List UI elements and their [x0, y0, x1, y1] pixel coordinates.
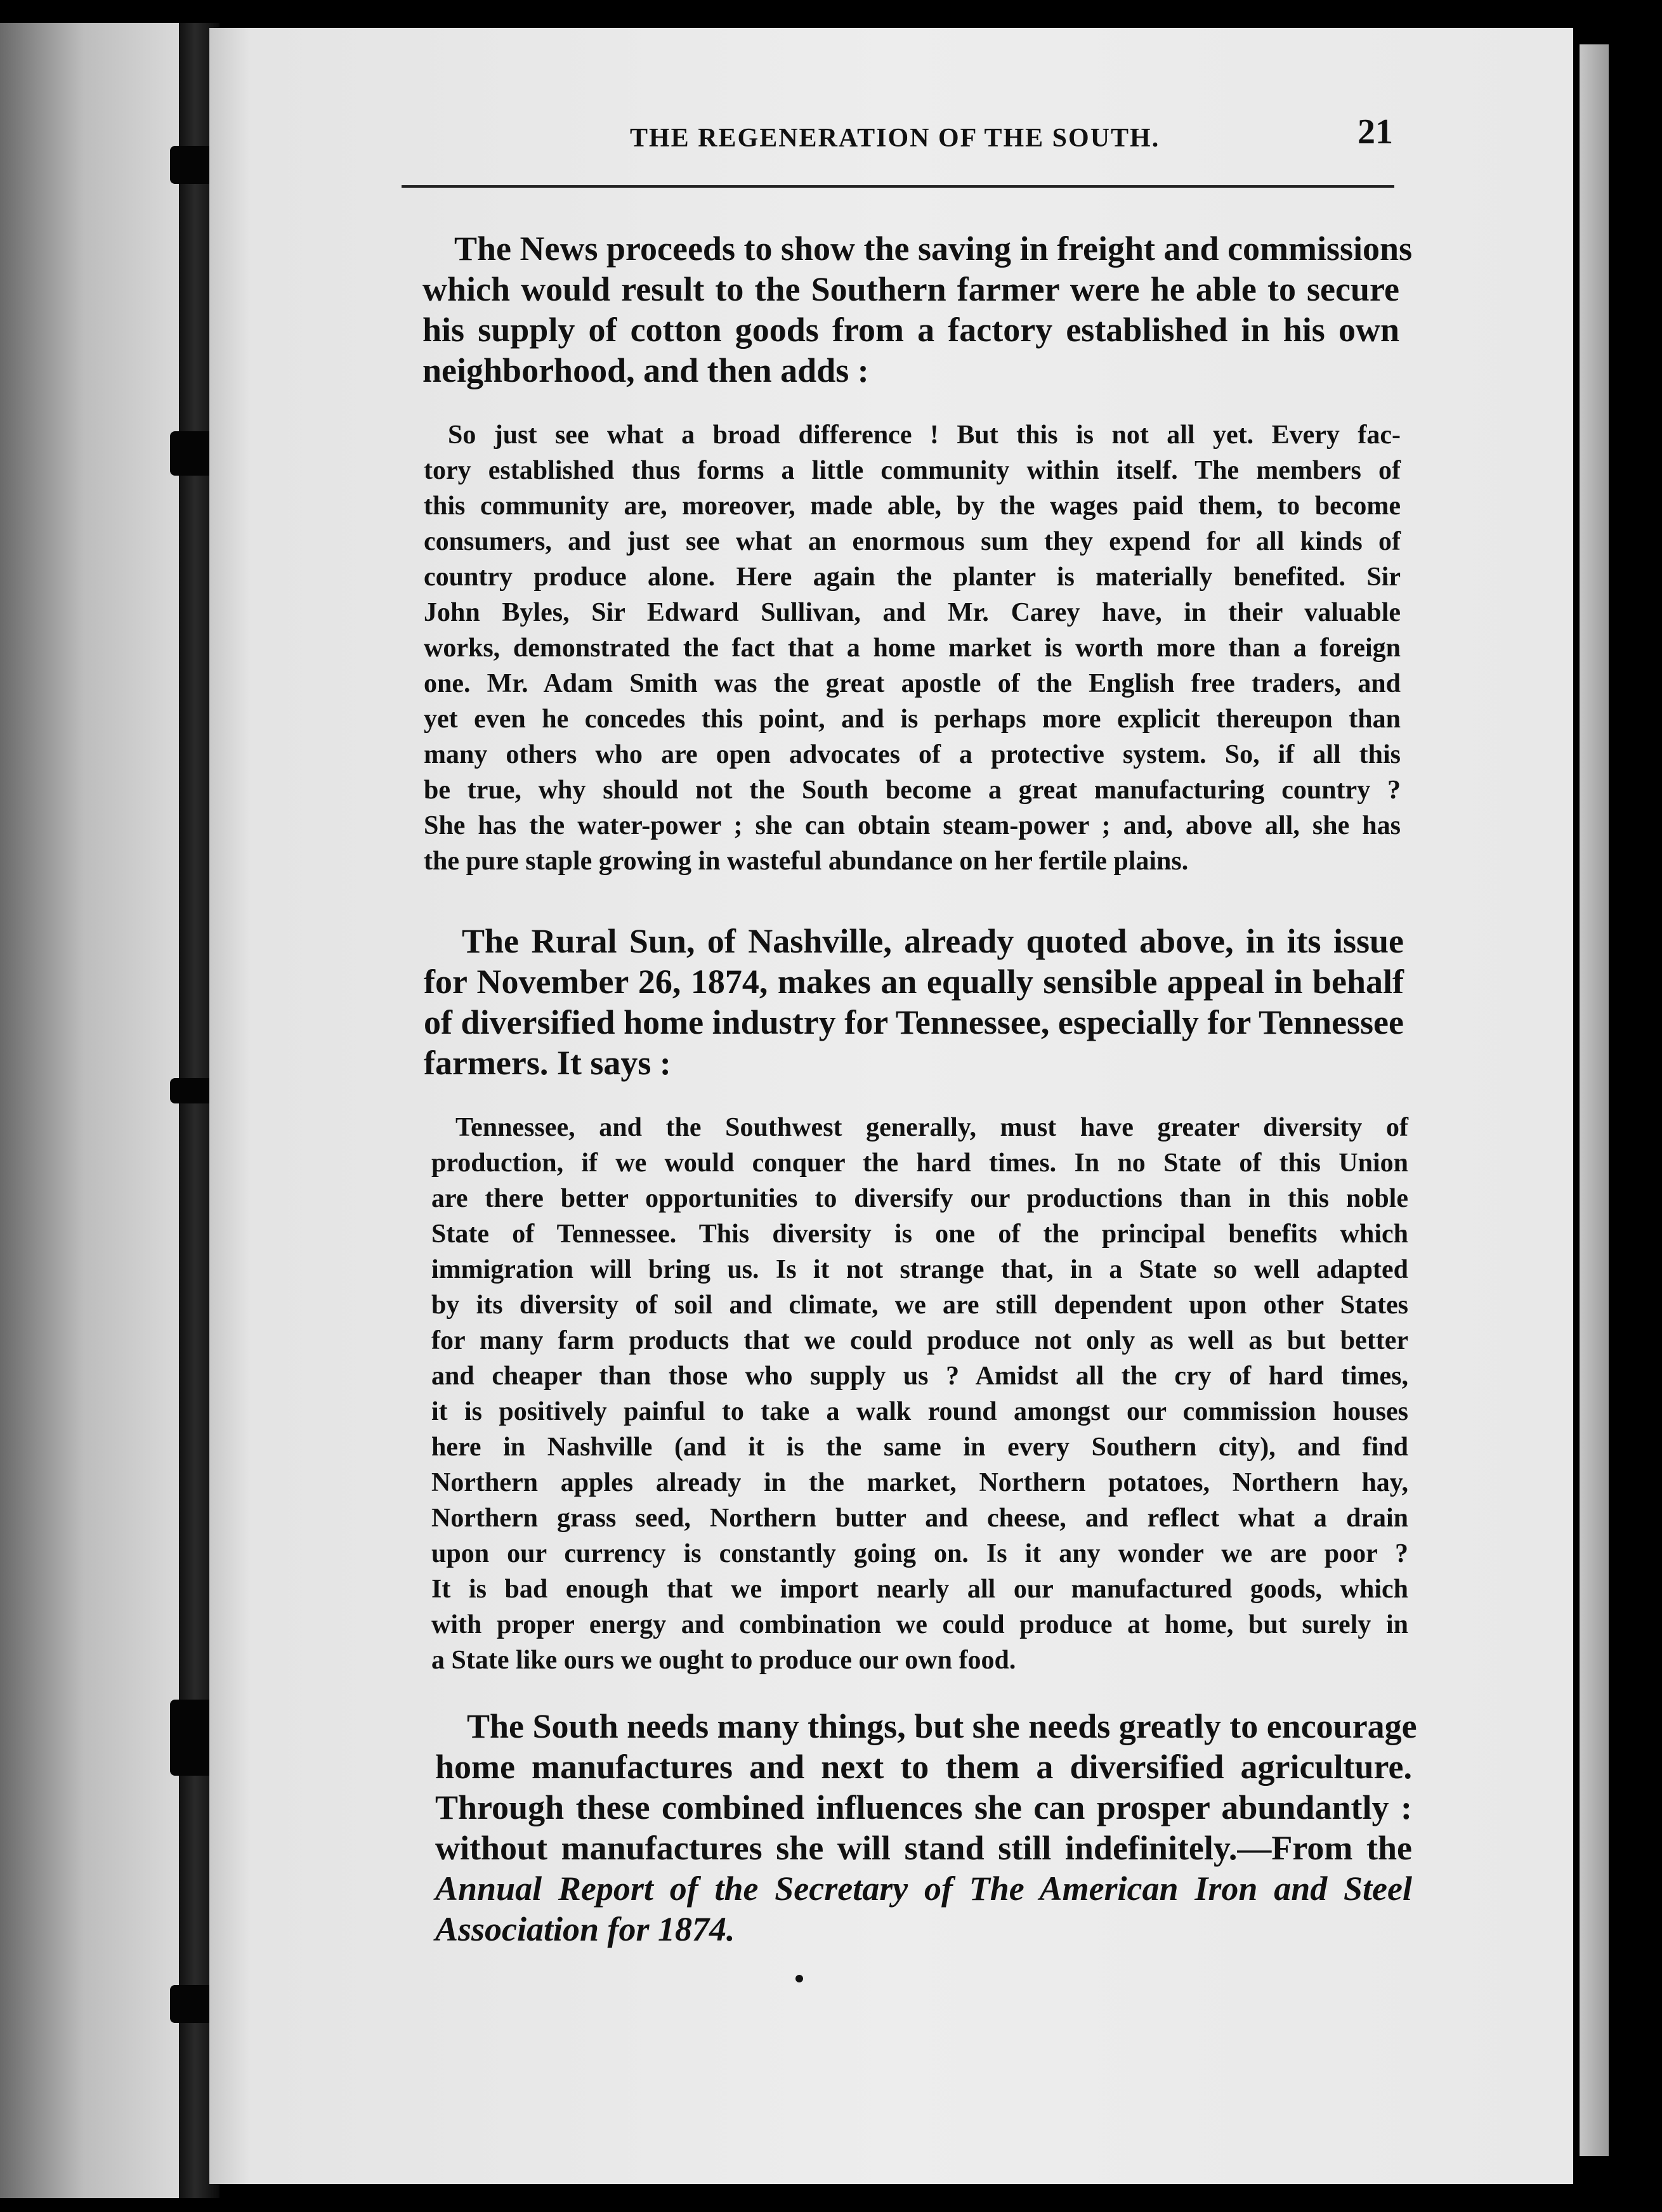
text-line: for many farm products that we could produce not only as well as but better [431, 1326, 1408, 1355]
running-title: THE REGENERATION OF THE SOUTH. [630, 124, 1160, 153]
text-line: Northern grass seed, Northern butter and cheese, and reflect what a drain [431, 1504, 1408, 1533]
text-line: without manufactures she will stand still indefinitely.—From the [435, 1829, 1412, 1867]
text-line: production, if we would conquer the hard times. In no State of this Union [431, 1148, 1408, 1178]
text-line: immigration will bring us. Is it not strange that, in a State so well adapted [431, 1255, 1408, 1284]
text-line: Tennessee, and the Southwest generally, must have greater diversity of [455, 1113, 1408, 1142]
text-line: John Byles, Sir Edward Sullivan, and Mr. Carey have, in their valuable [424, 598, 1401, 627]
page-number: 21 [1358, 112, 1393, 152]
text-line: be true, why should not the South become a great manufacturing country ? [424, 776, 1401, 805]
text-line: with proper energy and combination we could produce at home, but surely in [431, 1610, 1408, 1639]
text-line: of diversified home industry for Tennessee, especially for Tennessee [424, 1003, 1404, 1041]
text-line: Through these combined influences she can prosper abundantly : [435, 1788, 1412, 1826]
text-line: The Rural Sun, of Nashville, already quoted above, in its issue [462, 922, 1404, 960]
text-line: are there better opportunities to diversify our productions than in this noble [431, 1184, 1408, 1213]
text-line: Association for 1874. [435, 1910, 735, 1948]
text-line: works, demonstrated the fact that a home market is worth more than a foreign [424, 634, 1401, 663]
text-line: home manufactures and next to them a diversified agriculture. [435, 1748, 1412, 1786]
text-line: Annual Report of the Secretary of The American Iron and Steel [435, 1870, 1412, 1908]
text-line: She has the water-power ; she can obtain steam-power ; and, above all, she has [424, 811, 1401, 840]
page-edge-shadow [1580, 44, 1609, 2156]
text-line: here in Nashville (and it is the same in every Southern city), and find [431, 1433, 1408, 1462]
quote-1 [424, 417, 1401, 879]
text-line: consumers, and just see what an enormous sum they expend for all kinds of [424, 527, 1401, 556]
facing-page-edge [0, 23, 209, 2198]
text-line: it is positively painful to take a walk round amongst our commission houses [431, 1397, 1408, 1426]
text-line: and cheaper than those who supply us ? Amidst all the cry of hard times, [431, 1362, 1408, 1391]
text-line: one. Mr. Adam Smith was the great apostle of the English free traders, and [424, 669, 1401, 698]
text-line: country produce alone. Here again the planter is materially benefited. Sir [424, 563, 1401, 592]
text-line: this community are, moreover, made able, by the wages paid them, to become [424, 491, 1401, 521]
text-line: The South needs many things, but she needs greatly to encourage [467, 1707, 1417, 1745]
text-line: by its diversity of soil and climate, we are still dependent upon other States [431, 1291, 1408, 1320]
text-line: So just see what a broad difference ! But this is not all yet. Every fac- [448, 420, 1401, 450]
text-line: Northern apples already in the market, Northern potatoes, Northern hay, [431, 1468, 1408, 1497]
text-line: State of Tennessee. This diversity is one of the principal benefits which [431, 1220, 1408, 1249]
text-line: many others who are open advocates of a protective system. So, if all this [424, 740, 1401, 769]
paragraph-2 [424, 921, 1404, 1083]
text-line: It is bad enough that we import nearly all our manufactured goods, which [431, 1575, 1408, 1604]
quote-2 [431, 1110, 1408, 1678]
text-line: farmers. It says : [424, 1044, 671, 1082]
text-line: which would result to the Southern farmer were he able to secure [422, 270, 1399, 308]
header-rule [402, 185, 1394, 188]
text-line: tory established thus forms a little community within itself. The members of [424, 456, 1401, 485]
text-line: upon our currency is constantly going on. Is it any wonder we are poor ? [431, 1539, 1408, 1568]
text-line: yet even he concedes this point, and is perhaps more explicit thereupon than [424, 705, 1401, 734]
text-line: neighborhood, and then adds : [422, 351, 869, 389]
printer-mark [795, 1975, 803, 1982]
text-line: the pure staple growing in wasteful abundance on her fertile plains. [424, 847, 1189, 876]
text-line: his supply of cotton goods from a factory established in his own [422, 311, 1399, 349]
text-line: The News proceeds to show the saving in freight and commissions [454, 230, 1413, 268]
text-line: for November 26, 1874, makes an equally sensible appeal in behalf [424, 963, 1404, 1001]
text-line: a State like ours we ought to produce our own food. [431, 1646, 1016, 1675]
paragraph-1 [422, 228, 1413, 391]
paragraph-3 [435, 1706, 1417, 1949]
